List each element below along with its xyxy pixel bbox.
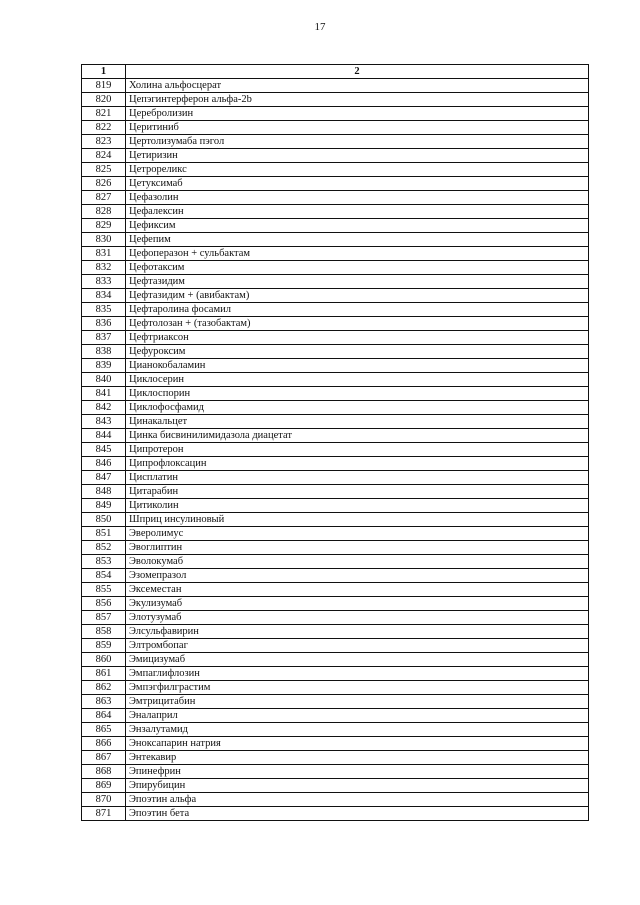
drug-name: Цинка бисвинилимидазола диацетат [126, 429, 589, 443]
table-row [82, 205, 589, 219]
drug-name: Цисплатин [126, 471, 589, 485]
table-row [82, 527, 589, 541]
table-row [82, 499, 589, 513]
table-row [82, 625, 589, 639]
row-number: 848 [82, 485, 126, 499]
column-header-number: 1 [82, 65, 126, 79]
drug-name: Эмпаглифлозин [126, 667, 589, 681]
drug-name: Эзомепразол [126, 569, 589, 583]
drug-name: Цефепим [126, 233, 589, 247]
row-number: 832 [82, 261, 126, 275]
table-row [82, 639, 589, 653]
drug-name: Цинакальцет [126, 415, 589, 429]
table-row [82, 247, 589, 261]
table-row [82, 289, 589, 303]
drug-name: Элсульфавирин [126, 625, 589, 639]
drug-list-table [81, 64, 589, 821]
table-row [82, 765, 589, 779]
table-row [82, 653, 589, 667]
drug-name: Цефуроксим [126, 345, 589, 359]
table-row [82, 779, 589, 793]
table-row [82, 443, 589, 457]
drug-name: Эволокумаб [126, 555, 589, 569]
drug-name: Цефазолин [126, 191, 589, 205]
table-row [82, 177, 589, 191]
row-number: 858 [82, 625, 126, 639]
table-row [82, 149, 589, 163]
table-row [82, 793, 589, 807]
row-number: 845 [82, 443, 126, 457]
table-row [82, 429, 589, 443]
row-number: 856 [82, 597, 126, 611]
drug-name: Шприц инсулиновый [126, 513, 589, 527]
table-row [82, 373, 589, 387]
row-number: 843 [82, 415, 126, 429]
row-number: 827 [82, 191, 126, 205]
table-row [82, 261, 589, 275]
row-number: 847 [82, 471, 126, 485]
drug-name: Эксеместан [126, 583, 589, 597]
table-row [82, 303, 589, 317]
drug-name: Эмтрицитабин [126, 695, 589, 709]
table-row [82, 219, 589, 233]
row-number: 851 [82, 527, 126, 541]
drug-name: Циклосерин [126, 373, 589, 387]
drug-name: Экулизумаб [126, 597, 589, 611]
row-number: 831 [82, 247, 126, 261]
drug-name: Энзалутамид [126, 723, 589, 737]
row-number: 828 [82, 205, 126, 219]
drug-name: Цефотаксим [126, 261, 589, 275]
table-row [82, 681, 589, 695]
row-number: 829 [82, 219, 126, 233]
row-number: 865 [82, 723, 126, 737]
drug-name: Циклофосфамид [126, 401, 589, 415]
row-number: 861 [82, 667, 126, 681]
drug-name: Цитиколин [126, 499, 589, 513]
row-number: 862 [82, 681, 126, 695]
table-row [82, 751, 589, 765]
table-row [82, 485, 589, 499]
row-number: 837 [82, 331, 126, 345]
row-number: 860 [82, 653, 126, 667]
table-row [82, 401, 589, 415]
drug-name: Эпоэтин бета [126, 807, 589, 821]
table-row [82, 121, 589, 135]
header-row [82, 65, 589, 79]
table-row [82, 513, 589, 527]
table-row [82, 583, 589, 597]
table-row [82, 597, 589, 611]
row-number: 869 [82, 779, 126, 793]
row-number: 838 [82, 345, 126, 359]
table-row [82, 107, 589, 121]
drug-name: Эмицизумаб [126, 653, 589, 667]
drug-name: Цефтазидим [126, 275, 589, 289]
row-number: 863 [82, 695, 126, 709]
row-number: 824 [82, 149, 126, 163]
drug-name: Эноксапарин натрия [126, 737, 589, 751]
drug-name: Циклоспорин [126, 387, 589, 401]
table-row [82, 541, 589, 555]
row-number: 822 [82, 121, 126, 135]
table-row [82, 569, 589, 583]
row-number: 841 [82, 387, 126, 401]
drug-name: Эверолимус [126, 527, 589, 541]
drug-name: Эпинефрин [126, 765, 589, 779]
row-number: 840 [82, 373, 126, 387]
row-number: 850 [82, 513, 126, 527]
table-row [82, 93, 589, 107]
row-number: 866 [82, 737, 126, 751]
row-number: 854 [82, 569, 126, 583]
table-row [82, 79, 589, 93]
row-number: 823 [82, 135, 126, 149]
drug-name: Цефиксим [126, 219, 589, 233]
table-row [82, 135, 589, 149]
row-number: 842 [82, 401, 126, 415]
row-number: 855 [82, 583, 126, 597]
table-row [82, 163, 589, 177]
row-number: 835 [82, 303, 126, 317]
table-row [82, 737, 589, 751]
column-header-name: 2 [126, 65, 589, 79]
drug-name: Эмпэгфилграстим [126, 681, 589, 695]
table-row [82, 695, 589, 709]
row-number: 819 [82, 79, 126, 93]
table-row [82, 331, 589, 345]
row-number: 839 [82, 359, 126, 373]
drug-name: Эпоэтин альфа [126, 793, 589, 807]
row-number: 867 [82, 751, 126, 765]
drug-name: Цефтолозан + (тазобактам) [126, 317, 589, 331]
row-number: 820 [82, 93, 126, 107]
row-number: 825 [82, 163, 126, 177]
drug-name: Церебролизин [126, 107, 589, 121]
drug-name: Эналаприл [126, 709, 589, 723]
row-number: 836 [82, 317, 126, 331]
row-number: 853 [82, 555, 126, 569]
drug-name: Цетуксимаб [126, 177, 589, 191]
drug-name: Цефтазидим + (авибактам) [126, 289, 589, 303]
table-row [82, 345, 589, 359]
drug-name: Цианокобаламин [126, 359, 589, 373]
row-number: 849 [82, 499, 126, 513]
drug-name: Эпирубицин [126, 779, 589, 793]
table-body [82, 79, 589, 821]
drug-name: Цепэгинтерферон альфа-2b [126, 93, 589, 107]
row-number: 830 [82, 233, 126, 247]
table-row [82, 667, 589, 681]
row-number: 871 [82, 807, 126, 821]
drug-name: Элотузумаб [126, 611, 589, 625]
table-row [82, 709, 589, 723]
drug-name: Цефалексин [126, 205, 589, 219]
table-row [82, 723, 589, 737]
table-row [82, 233, 589, 247]
table-row [82, 471, 589, 485]
drug-name: Цетрореликс [126, 163, 589, 177]
drug-name: Холина альфосцерат [126, 79, 589, 93]
row-number: 859 [82, 639, 126, 653]
drug-name: Цефтриаксон [126, 331, 589, 345]
table-row [82, 555, 589, 569]
drug-name: Цефтаролина фосамил [126, 303, 589, 317]
table-row [82, 275, 589, 289]
drug-name: Элтромбопаг [126, 639, 589, 653]
row-number: 834 [82, 289, 126, 303]
table-row [82, 611, 589, 625]
row-number: 857 [82, 611, 126, 625]
drug-name: Цефоперазон + сульбактам [126, 247, 589, 261]
row-number: 870 [82, 793, 126, 807]
table-row [82, 457, 589, 471]
drug-name: Энтекавир [126, 751, 589, 765]
page-number: 17 [314, 21, 326, 33]
table-row [82, 387, 589, 401]
row-number: 846 [82, 457, 126, 471]
row-number: 868 [82, 765, 126, 779]
drug-name: Цетиризин [126, 149, 589, 163]
table-header [82, 65, 589, 79]
row-number: 864 [82, 709, 126, 723]
table-row [82, 807, 589, 821]
drug-name: Ципротерон [126, 443, 589, 457]
drug-name: Ципрофлоксацин [126, 457, 589, 471]
row-number: 821 [82, 107, 126, 121]
row-number: 826 [82, 177, 126, 191]
table-row [82, 191, 589, 205]
drug-name: Церитиниб [126, 121, 589, 135]
drug-name: Эвоглиптин [126, 541, 589, 555]
table-row [82, 415, 589, 429]
row-number: 852 [82, 541, 126, 555]
drug-name: Цитарабин [126, 485, 589, 499]
table-row [82, 359, 589, 373]
table-row [82, 317, 589, 331]
row-number: 844 [82, 429, 126, 443]
drug-name: Цертолизумаба пэгол [126, 135, 589, 149]
row-number: 833 [82, 275, 126, 289]
